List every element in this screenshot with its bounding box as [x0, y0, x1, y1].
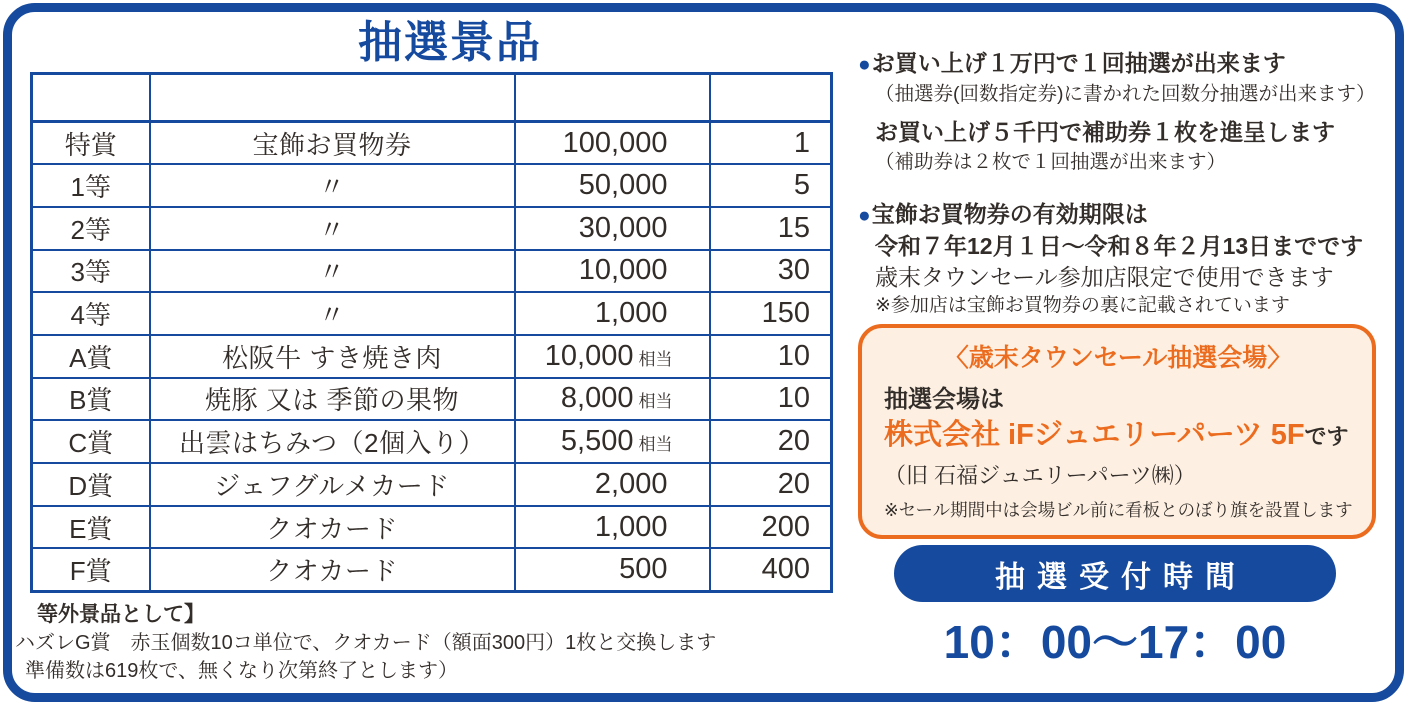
prize-table	[30, 72, 833, 593]
prize-count: 10	[710, 335, 832, 378]
rules-section-purchase	[858, 48, 1406, 177]
prize-name: 松阪牛 すき焼き肉	[150, 335, 515, 378]
prize-value-suffix: 相当	[638, 392, 673, 412]
prize-count: 400	[710, 548, 832, 591]
consolation-line2: 準備数は619枚で、無くなり次第終了とします）	[25, 660, 458, 682]
table-row	[32, 378, 832, 421]
prize-count: 5	[710, 164, 832, 207]
prize-tier: B賞	[32, 378, 150, 421]
consolation-notes	[15, 600, 716, 685]
prize-name: 焼豚 又は 季節の果物	[150, 378, 515, 421]
prize-name: 〃	[150, 164, 515, 207]
prize-value	[515, 506, 710, 549]
table-row	[32, 207, 832, 250]
rule-validity-line2: 令和７年12月１日～令和８年２月13日までです	[875, 233, 1364, 259]
prize-table-body	[32, 122, 832, 592]
prize-value-number: 100,000	[562, 126, 668, 159]
prize-tier: 2等	[32, 207, 150, 250]
consolation-line1: ハズレG賞 赤玉個数10コ単位で、クオカード（額面300円）1枚と交換します	[15, 632, 717, 654]
prize-tier: 4等	[32, 292, 150, 335]
bullet-icon: ●	[858, 204, 871, 227]
rule-validity-line1	[858, 199, 1406, 231]
table-row	[32, 122, 832, 165]
prize-value-number: 30,000	[578, 211, 668, 244]
prize-tier: E賞	[32, 506, 150, 549]
prize-count: 200	[710, 506, 832, 549]
venue-name-suffix: です	[1304, 424, 1349, 449]
prize-count: 20	[710, 463, 832, 506]
prize-count: 1	[710, 122, 832, 165]
prize-value	[515, 420, 710, 463]
prize-table-header	[32, 74, 832, 122]
reception-hours-banner	[894, 545, 1336, 602]
prize-tier: F賞	[32, 548, 150, 591]
prize-value-number: 1,000	[594, 297, 668, 330]
header-cell-name	[150, 74, 515, 122]
rule-purchase-line1	[858, 48, 1406, 80]
venue-box	[858, 324, 1376, 539]
prize-value	[515, 122, 710, 165]
rules-column	[858, 48, 1406, 319]
prize-name: 〃	[150, 207, 515, 250]
prize-value	[515, 548, 710, 591]
bullet-icon: ●	[858, 53, 871, 76]
table-row	[32, 164, 832, 207]
prize-value-number: 5,500	[560, 425, 634, 458]
rule-validity-note: ※参加店は宝飾お買物券の裏に記載されています	[875, 295, 1290, 316]
prize-name: 宝飾お買物券	[150, 122, 515, 165]
rule-validity-line3: 歳末タウンセール参加店限定で使用できます	[875, 264, 1334, 290]
prize-value-number: 2,000	[594, 467, 668, 500]
prize-name: 〃	[150, 250, 515, 293]
reception-hours-label: 抽選受付時間	[995, 560, 1247, 594]
prize-value	[515, 463, 710, 506]
consolation-heading: 等外景品として】	[37, 603, 205, 626]
prize-value-number: 50,000	[578, 169, 668, 202]
prize-value-number: 1,000	[594, 510, 668, 543]
table-header-row	[32, 74, 832, 122]
prize-value	[515, 292, 710, 335]
venue-name: 株式会社 iFジュエリーパーツ 5F	[884, 419, 1305, 451]
prize-value	[515, 250, 710, 293]
rule-purchase-line3: お買い上げ５千円で補助券１枚を進呈します	[875, 119, 1335, 145]
table-row	[32, 506, 832, 549]
prize-value-number: 10,000	[544, 339, 634, 372]
prize-count: 20	[710, 420, 832, 463]
header-cell-count	[710, 74, 832, 122]
prize-value-suffix: 相当	[638, 349, 673, 369]
rules-section-validity	[858, 199, 1406, 319]
prize-name: 〃	[150, 292, 515, 335]
prize-value-number: 8,000	[560, 382, 634, 415]
prize-name: ジェフグルメカード	[150, 463, 515, 506]
prize-value	[515, 164, 710, 207]
reception-hours-value: 10：00～17：00	[943, 616, 1287, 668]
venue-intro: 抽選会場は	[884, 386, 1004, 413]
prize-name: クオカード	[150, 506, 515, 549]
prize-count: 10	[710, 378, 832, 421]
venue-name-line	[884, 416, 1352, 459]
table-row	[32, 250, 832, 293]
page-title: 抽選景品	[358, 18, 542, 67]
prize-value-number: 10,000	[578, 254, 668, 287]
prize-tier: A賞	[32, 335, 150, 378]
rule-purchase-line4: （補助券は２枚で１回抽選が出来ます）	[875, 151, 1227, 173]
venue-former-name: （旧 石福ジュエリーパーツ㈱）	[884, 463, 1196, 488]
venue-note: ※セール期間中は会場ビル前に看板とのぼり旗を設置します	[884, 500, 1353, 520]
prize-count: 150	[710, 292, 832, 335]
table-row	[32, 420, 832, 463]
table-row	[32, 292, 832, 335]
header-cell-tier	[32, 74, 150, 122]
rule-purchase-line2: （抽選券(回数指定券)に書かれた回数分抽選が出来ます）	[875, 83, 1376, 105]
rule-validity-line1-text: 宝飾お買物券の有効期限は	[871, 201, 1148, 227]
prize-value-number: 500	[619, 552, 668, 585]
prize-count: 15	[710, 207, 832, 250]
prize-tier: 特賞	[32, 122, 150, 165]
table-row	[32, 335, 832, 378]
prize-tier: 3等	[32, 250, 150, 293]
prize-tier: 1等	[32, 164, 150, 207]
prize-name: クオカード	[150, 548, 515, 591]
table-row	[32, 463, 832, 506]
header-cell-value	[515, 74, 710, 122]
prize-count: 30	[710, 250, 832, 293]
prize-name: 出雲はちみつ（2個入り）	[150, 420, 515, 463]
prize-value	[515, 378, 710, 421]
prize-value	[515, 335, 710, 378]
prize-tier: D賞	[32, 463, 150, 506]
prize-value-suffix: 相当	[638, 435, 673, 455]
venue-box-heading: 〈歳末タウンセール抽選会場〉	[943, 344, 1293, 372]
rule-purchase-line1-text: お買い上げ１万円で１回抽選が出来ます	[871, 50, 1286, 76]
table-row	[32, 548, 832, 591]
prize-tier: C賞	[32, 420, 150, 463]
prize-value	[515, 207, 710, 250]
